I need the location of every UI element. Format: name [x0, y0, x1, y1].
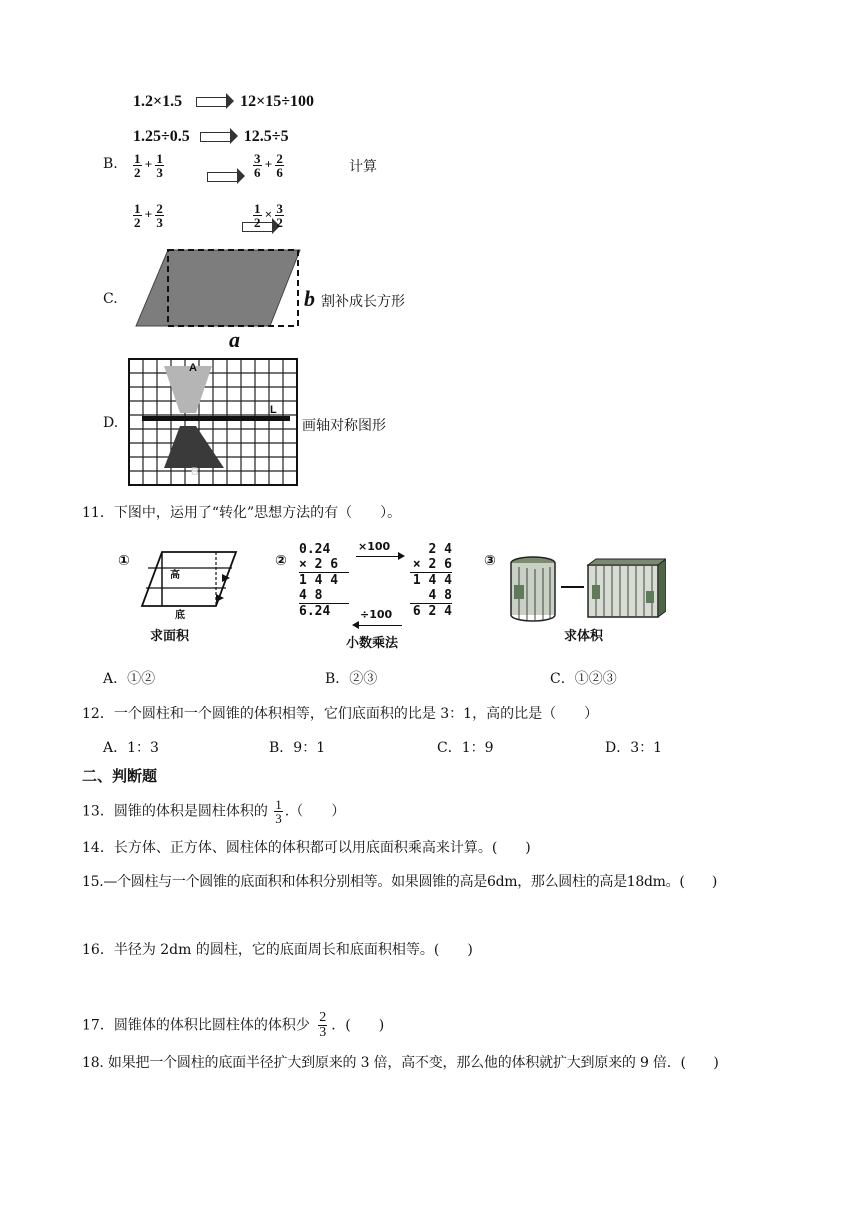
axis-l-label: L	[270, 404, 277, 416]
right-arrow-icon	[356, 556, 402, 557]
question-11-text: 11．下图中，运用了“转化”思想方法的有（ ）。	[82, 505, 402, 521]
fig2-caption: 小数乘法	[346, 636, 399, 651]
symmetry-grid-figure	[128, 358, 300, 488]
calc-row-2	[133, 128, 289, 146]
question-13-paren: .（ ）	[284, 803, 346, 820]
left-arrow-icon	[356, 625, 402, 626]
q11-option-b[interactable]: B．②③	[325, 671, 378, 687]
question-16-text: 16．半径为 2dm 的圆柱，它的底面周长和底面积相等。( )	[82, 942, 473, 958]
q11-option-c[interactable]: C．①②③	[550, 671, 617, 687]
fig1-number: ①	[118, 553, 130, 569]
fig2-divide-op: ÷100	[360, 608, 393, 621]
fig1-base-label: 底	[175, 610, 185, 621]
option-c-note: 割补成长方形	[321, 294, 405, 310]
parallelogram-figure	[130, 244, 310, 354]
vertex-a-label: A	[189, 362, 197, 374]
arrow-head-icon	[398, 552, 405, 560]
fig1-height-label: 高	[170, 570, 180, 581]
height-b-label: b	[304, 286, 315, 311]
base-a-label: a	[229, 327, 240, 352]
option-c-label: C.	[103, 291, 118, 307]
calc-row-1	[133, 93, 314, 111]
fig1-caption: 求面积	[150, 629, 190, 644]
transform-arrow-icon	[200, 132, 230, 142]
question-15-text: 15.—个圆柱与一个圆锥的底面积和体积分别相等。如果圆锥的高是6dm，那么圆柱的高是18dm。( )	[82, 874, 718, 890]
question-13-text: 13．圆锥的体积是圆柱体积的	[82, 803, 268, 820]
fraction-row-2-result: $\frac{1}{2}$ × $\frac{3}{2}$	[254, 201, 283, 230]
fig2-multiply-op: ×100	[358, 540, 391, 553]
option-b-label: B.	[103, 156, 118, 172]
calc-row-2-right: 12.5÷5	[243, 128, 289, 145]
transform-arrow-icon	[207, 172, 237, 182]
arrow-head-icon	[352, 621, 359, 629]
fraction-two-thirds: $\frac{2}{3}$	[319, 1010, 327, 1040]
q12-option-a[interactable]: A．1：3	[103, 740, 159, 756]
fig2-number: ②	[275, 553, 287, 569]
question-13	[82, 798, 345, 825]
fraction-row-2: $\frac{1}{2}$ + $\frac{2}{3}$	[134, 201, 163, 230]
fig2-right-calc: 2 4 × 2 6 1 4 4 4 8 6 2 4	[410, 542, 452, 619]
fig3-number: ③	[484, 553, 496, 569]
q11-option-a[interactable]: A．①②	[103, 671, 156, 687]
section-2-heading: 二、判断题	[82, 767, 158, 785]
fig2-left-calc: 0.24 × 2 6 1 4 4 4 8 6.24	[299, 542, 349, 619]
q12-option-c[interactable]: C．1：9	[437, 740, 494, 756]
question-18-text: 18. 如果把一个圆柱的底面半径扩大到原来的 3 倍，高不变，那么他的体积就扩大到原来的 9 倍．( )	[82, 1055, 719, 1071]
fig3-caption: 求体积	[564, 629, 604, 644]
fraction-row-1-result: $\frac{3}{6}$ + $\frac{2}{6}$	[254, 151, 283, 180]
cylinder-to-cuboid-figure	[506, 555, 666, 625]
question-17-paren: ．( )	[331, 1017, 385, 1034]
q12-option-d[interactable]: D．3：1	[605, 740, 663, 756]
q12-option-b[interactable]: B．9：1	[269, 740, 326, 756]
fraction-one-third: $\frac{1}{3}$	[275, 797, 282, 826]
calc-row-1-left: 1.2×1.5	[133, 93, 183, 110]
calc-row-1-right: 12×15÷100	[240, 93, 315, 110]
option-b-note: 计算	[349, 159, 377, 175]
question-12-text: 12．一个圆柱和一个圆锥的体积相等，它们底面积的比是 3：1，高的比是（ ）	[82, 706, 599, 722]
transform-arrow-icon	[196, 97, 226, 107]
fraction-row-1: $\frac{1}{2}$ + $\frac{1}{3}$	[134, 151, 163, 180]
calc-row-2-left: 1.25÷0.5	[133, 128, 190, 145]
option-d-label: D.	[103, 415, 119, 431]
parallelogram-cut-figure	[138, 548, 240, 614]
question-17-text: 17．圆锥体的体积比圆柱体的体积少	[82, 1017, 310, 1034]
option-d-note: 画轴对称图形	[302, 418, 386, 434]
question-14-text: 14．长方体、正方体、圆柱体的体积都可以用底面积乘高来计算。( )	[82, 840, 531, 856]
question-17	[82, 1011, 384, 1040]
vertex-b-label: B	[191, 466, 199, 478]
